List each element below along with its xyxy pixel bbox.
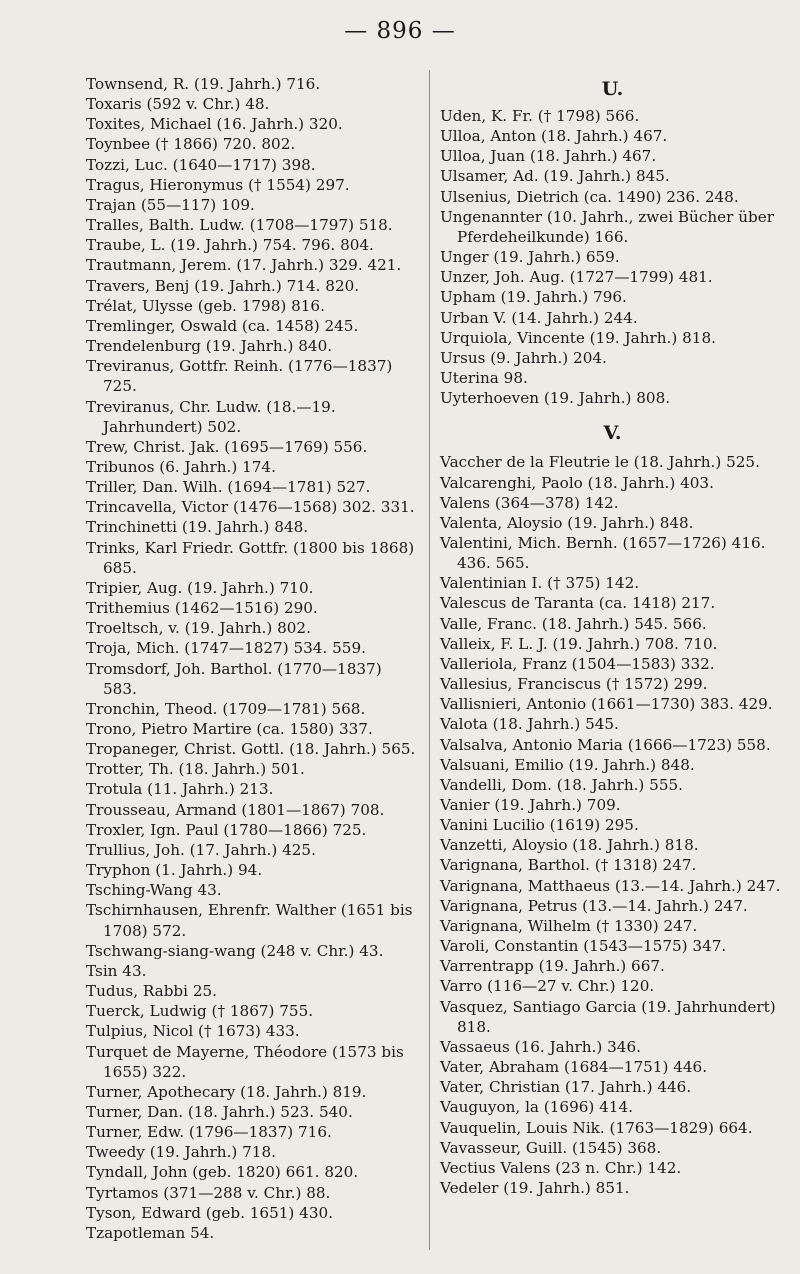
index-entry: Tuerck, Ludwig († 1867) 755. (86, 1002, 314, 1021)
index-entry: Valota (18. Jahrh.) 545. (440, 715, 619, 734)
index-entry: Treviranus, Chr. Ludw. (18.—19. Jahrhundert) 502. (86, 397, 341, 436)
index-entry: Uden, K. Fr. († 1798) 566. (440, 107, 640, 125)
index-entry: Urban V. (14. Jahrh.) 244. (440, 308, 638, 327)
index-entry: Valleriola, Franz (1504—1583) 332. (440, 654, 715, 673)
index-entry: Valcarenghi, Paolo (18. Jahrh.) 403. (440, 473, 714, 492)
index-entry: Turquet de Mayerne, Théodore (1573 bis 1655) 322. (86, 1042, 409, 1081)
index-entry: Trew, Christ. Jak. (1695—1769) 556. (86, 437, 368, 456)
index-entry: Vandelli, Dom. (18. Jahrh.) 555. (440, 775, 683, 794)
index-entry: Trotula (11. Jahrh.) 213. (86, 780, 274, 799)
index-entry: Trélat, Ulysse (geb. 1798) 816. (86, 296, 325, 315)
index-entry: Turner, Edw. (1796—1837) 716. (86, 1123, 332, 1142)
index-entry: Tsching-Wang 43. (86, 881, 222, 900)
v-entries (440, 452, 785, 1198)
index-entry: Varignana, Wilhelm († 1330) 247. (440, 916, 698, 935)
index-entry: Toxaris (592 v. Chr.) 48. (86, 95, 270, 114)
index-entry: Trotter, Th. (18. Jahrh.) 501. (86, 760, 305, 779)
index-entry: Valescus de Taranta (ca. 1418) 217. (440, 594, 716, 613)
index-entry: Turner, Dan. (18. Jahrh.) 523. 540. (86, 1102, 353, 1121)
index-entry: Valentinian I. († 375) 142. (440, 574, 640, 593)
index-entry: Tripier, Aug. (19. Jahrh.) 710. (86, 578, 314, 597)
index-entry: Vectius Valens (23 n. Chr.) 142. (440, 1158, 682, 1177)
left-column (86, 74, 419, 1243)
index-entry: Trithemius (1462—1516) 290. (86, 599, 318, 618)
index-entry: Tromsdorf, Joh. Barthol. (1770—1837) 583. (86, 659, 387, 698)
index-entry: Trajan (55—117) 109. (86, 195, 255, 214)
index-entry: Triller, Dan. Wilh. (1694—1781) 527. (86, 478, 371, 497)
index-entry: Vaccher de la Fleutrie le (18. Jahrh.) 525. (440, 453, 760, 472)
index-entry: Tschwang-siang-wang (248 v. Chr.) 43. (86, 941, 384, 960)
index-entry: Varignana, Petrus (13.—14. Jahrh.) 247. (440, 896, 748, 915)
index-entry: Toxites, Michael (16. Jahrh.) 320. (86, 115, 343, 134)
index-entry: Varrentrapp (19. Jahrh.) 667. (440, 957, 665, 976)
index-entry: Vanzetti, Aloysio (18. Jahrh.) 818. (440, 836, 699, 855)
index-entry: Ulsenius, Dietrich (ca. 1490) 236. 248. (440, 187, 739, 206)
index-entry: Uyterhoeven (19. Jahrh.) 808. (440, 389, 671, 408)
index-entry: Upham (19. Jahrh.) 796. (440, 288, 627, 307)
index-entry: Trullius, Joh. (17. Jahrh.) 425. (86, 840, 316, 859)
page-number: — 896 — (344, 18, 456, 44)
index-entry: Vasquez, Santiago Garcia (19. Jahrhundert) 818. (440, 997, 781, 1036)
index-entry: Tschirnhausen, Ehrenfr. Walther (1651 bis 1708) 572. (86, 901, 418, 940)
index-entry: Ulloa, Juan (18. Jahrh.) 467. (440, 147, 657, 166)
index-entry: Valsalva, Antonio Maria (1666—1723) 558. (440, 735, 771, 754)
index-entry: Valleix, F. L. J. (19. Jahrh.) 708. 710. (440, 634, 718, 653)
index-entry: Troja, Mich. (1747—1827) 534. 559. (86, 639, 366, 658)
index-entry: Tronchin, Theod. (1709—1781) 568. (86, 699, 366, 718)
index-entry: Valens (364—378) 142. (440, 493, 619, 512)
right-column (440, 74, 785, 1198)
index-entry: Treviranus, Gottfr. Reinh. (1776—1837) 725. (86, 357, 398, 396)
index-entry: Vauquelin, Louis Nik. (1763—1829) 664. (440, 1118, 753, 1137)
index-entry: Troeltsch, v. (19. Jahrh.) 802. (86, 619, 311, 638)
index-entry: Trendelenburg (19. Jahrh.) 840. (86, 337, 333, 356)
index-entry: Trinchinetti (19. Jahrh.) 848. (86, 518, 309, 537)
column-divider (429, 70, 430, 1250)
index-entry: Tyrtamos (371—288 v. Chr.) 88. (86, 1183, 331, 1202)
index-entry: Turner, Apothecary (18. Jahrh.) 819. (86, 1082, 367, 1101)
index-entry: Tudus, Rabbi 25. (86, 982, 217, 1001)
index-entry: Tzapotleman 54. (86, 1223, 215, 1242)
index-entry: Tulpius, Nicol († 1673) 433. (86, 1022, 300, 1041)
index-entry: Varoli, Constantin (1543—1575) 347. (440, 937, 727, 956)
section-heading-v: V. (603, 422, 622, 445)
section-heading-u: U. (601, 78, 624, 100)
index-entry: Tyndall, John (geb. 1820) 661. 820. (86, 1163, 359, 1182)
index-entry: Vater, Abraham (1684—1751) 446. (440, 1058, 708, 1077)
index-entry: Tropaneger, Christ. Gottl. (18. Jahrh.) 565. (86, 740, 416, 759)
index-entry: Vater, Christian (17. Jahrh.) 446. (440, 1078, 692, 1097)
index-entry: Vallisnieri, Antonio (1661—1730) 383. 429. (440, 695, 773, 714)
index-entry: Valenta, Aloysio (19. Jahrh.) 848. (440, 513, 694, 532)
index-entry: Ulloa, Anton (18. Jahrh.) 467. (440, 127, 668, 146)
u-entries (440, 106, 785, 408)
index-entry: Tozzi, Luc. (1640—1717) 398. (86, 155, 316, 174)
index-entry: Unzer, Joh. Aug. (1727—1799) 481. (440, 268, 713, 287)
index-entry: Vanini Lucilio (1619) 295. (440, 816, 639, 835)
index-entry: Vedeler (19. Jahrh.) 851. (440, 1178, 630, 1197)
index-entry: Ungenannter (10. Jahrh., zwei Bücher über Pferdeheilkunde) 166. (440, 207, 779, 246)
index-entry: Trousseau, Armand (1801—1867) 708. (86, 800, 385, 819)
index-entry: Vanier (19. Jahrh.) 709. (440, 796, 621, 814)
index-entry: Tribunos (6. Jahrh.) 174. (86, 457, 276, 476)
index-entry: Vavasseur, Guill. (1545) 368. (440, 1138, 662, 1157)
index-entry: Trincavella, Victor (1476—1568) 302. 331. (86, 498, 415, 517)
index-entry: Unger (19. Jahrh.) 659. (440, 248, 620, 267)
index-entry: Valentini, Mich. Bernh. (1657—1726) 416. 436. 565. (440, 533, 771, 573)
index-entry: Traube, L. (19. Jahrh.) 754. 796. 804. (86, 236, 374, 255)
index-entry: Ursus (9. Jahrh.) 204. (440, 348, 607, 367)
index-entry: Varignana, Matthaeus (13.—14. Jahrh.) 247. (440, 876, 781, 895)
index-entry: Tryphon (1. Jahrh.) 94. (86, 861, 263, 880)
index-entry: Toynbee († 1866) 720. 802. (86, 135, 296, 154)
index-entry: Valsuani, Emilio (19. Jahrh.) 848. (440, 755, 695, 774)
index-entry: Ulsamer, Ad. (19. Jahrh.) 845. (440, 167, 670, 186)
index-entry: Varro (116—27 v. Chr.) 120. (440, 977, 655, 996)
index-entry: Townsend, R. (19. Jahrh.) 716. (86, 75, 321, 93)
index-entry: Trono, Pietro Martire (ca. 1580) 337. (86, 720, 373, 738)
index-entry: Tralles, Balth. Ludw. (1708—1797) 518. (86, 216, 393, 235)
index-entry: Tragus, Hieronymus († 1554) 297. (86, 175, 350, 194)
index-entry: Vallesius, Franciscus († 1572) 299. (440, 675, 708, 694)
index-entry: Uterina 98. (440, 369, 528, 388)
index-entry: Trinks, Karl Friedr. Gottfr. (1800 bis 1868) 685. (86, 538, 419, 577)
index-entry: Tyson, Edward (geb. 1651) 430. (86, 1203, 333, 1222)
index-entry: Vauguyon, la (1696) 414. (440, 1098, 633, 1117)
index-entry: Vassaeus (16. Jahrh.) 346. (440, 1037, 641, 1056)
index-entry: Tweedy (19. Jahrh.) 718. (86, 1143, 276, 1162)
index-entry: Valle, Franc. (18. Jahrh.) 545. 566. (440, 614, 707, 633)
index-entry: Troxler, Ign. Paul (1780—1866) 725. (86, 820, 367, 839)
index-entry: Urquiola, Vincente (19. Jahrh.) 818. (440, 328, 716, 347)
index-entry: Trautmann, Jerem. (17. Jahrh.) 329. 421. (86, 256, 402, 275)
index-entry: Tsin 43. (86, 961, 147, 980)
index-entry: Travers, Benj (19. Jahrh.) 714. 820. (86, 276, 360, 295)
index-entry: Tremlinger, Oswald (ca. 1458) 245. (86, 316, 359, 335)
index-entry: Varignana, Barthol. († 1318) 247. (440, 856, 697, 875)
